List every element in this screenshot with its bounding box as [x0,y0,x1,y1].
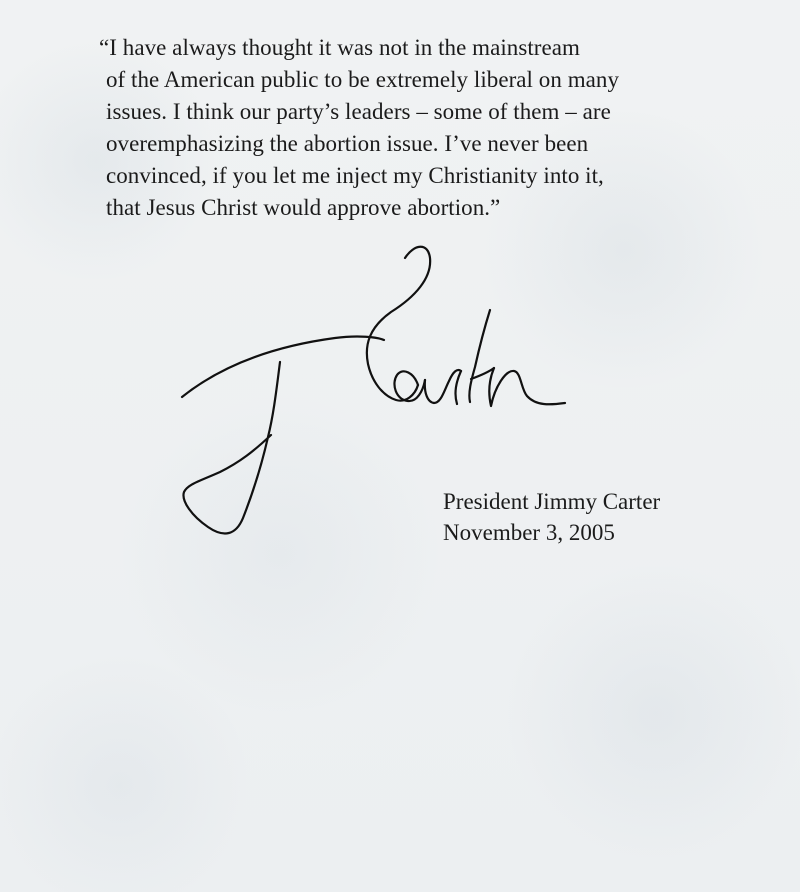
quote-line: “I have always thought it was not in the mainstream [99,35,580,60]
quote-line: overemphasizing the abortion issue. I’ve never been [106,131,589,156]
attribution-name: President Jimmy Carter [443,489,661,514]
quote-line: that Jesus Christ would approve abortion.” [106,195,501,220]
quote-line: convinced, if you let me inject my Christianity into it, [106,163,604,188]
quote-line: issues. I think our party’s leaders – some of them – are [106,99,611,124]
quote-line: of the American public to be extremely liberal on many [106,67,620,92]
attribution-date: November 3, 2005 [443,520,615,545]
